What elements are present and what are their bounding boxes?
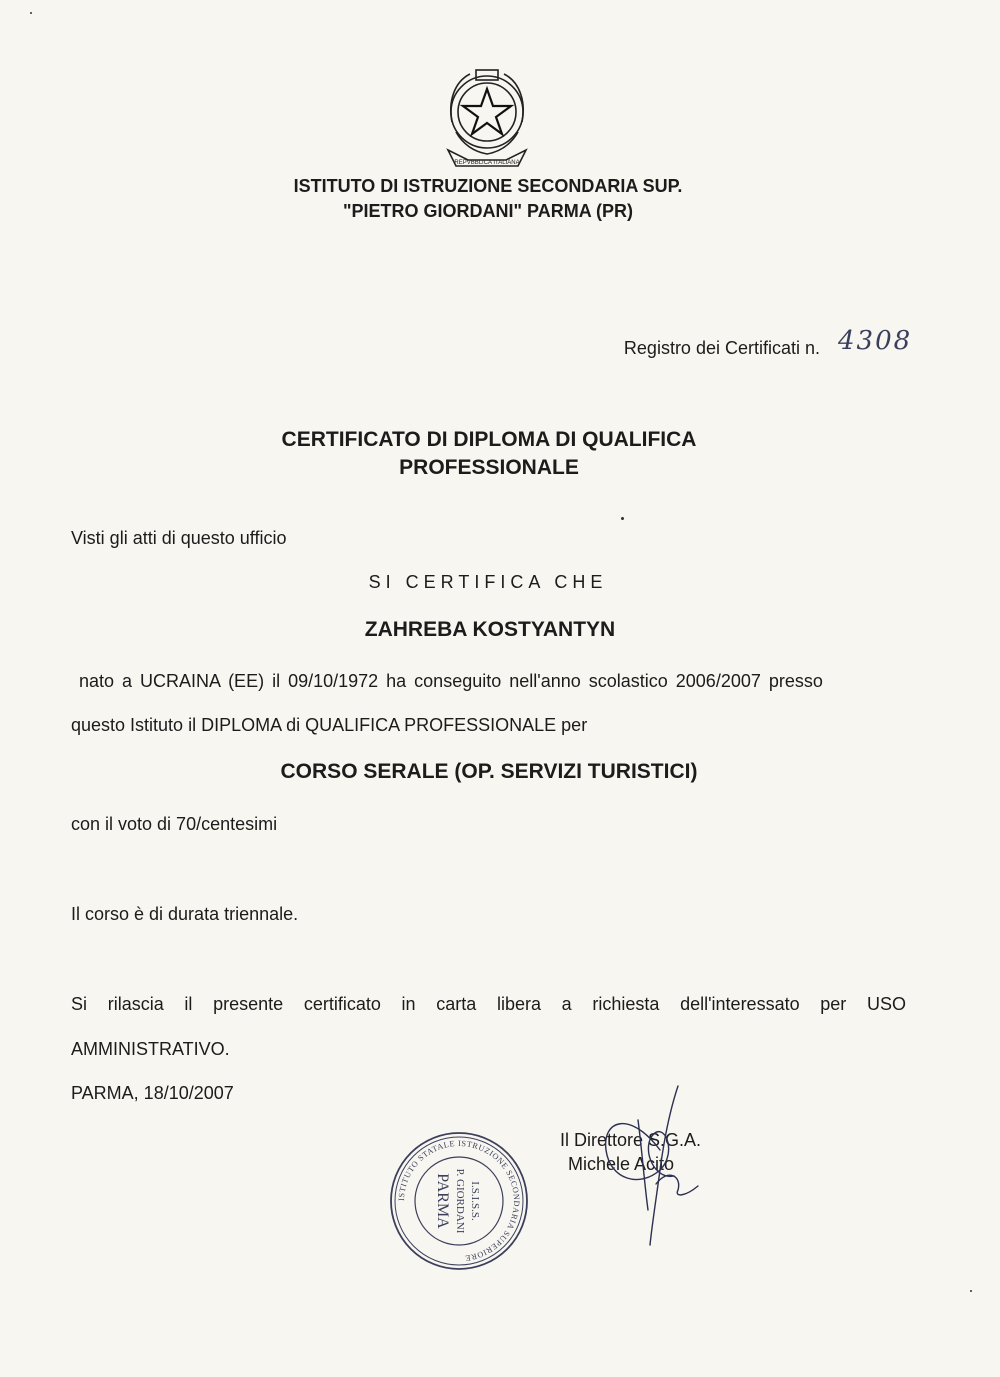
recipient-name: ZAHREBA KOSTYANTYN [364,618,616,641]
diploma-text: questo Istituto il DIPLOMA di QUALIFICA PROFESSIONALE per [71,715,588,735]
place-date: PARMA, 18/10/2007 [71,1083,234,1103]
emblem-ribbon-text: REPVBBLICA ITALIANA [454,160,520,166]
scan-artifact [970,1290,972,1292]
seal-center-line2: P. GIORDANI [454,1168,466,1234]
scan-artifact [30,12,32,14]
release-text: Si rilascia il presente certificato in carta libera a richiesta dell'interessato per USO [71,994,906,1014]
stray-mark [621,517,624,520]
signature-icon [590,1080,710,1250]
italian-republic-emblem-icon [438,62,536,172]
course-name: CORSO SERALE (OP. SERVIZI TURISTICI) [280,760,698,783]
registry-label: Registro dei Certificati n. [623,338,820,358]
release-purpose: AMMINISTRATIVO. [71,1039,230,1059]
school-seal-icon [388,1130,530,1272]
seal-center-line1: I.S.I.S.S. [469,1181,481,1221]
seal-center-line3: PARMA [434,1173,451,1229]
birth-info-text: nato a UCRAINA (EE) il 09/10/1972 ha conseguito nell'anno scolastico 2006/2007 presso [79,671,823,691]
certificate-title-line1: CERTIFICATO DI DIPLOMA DI QUALIFICA [281,428,697,451]
institute-name-line1: ISTITUTO DI ISTRUZIONE SECONDARIA SUP. [293,176,683,196]
grade-text: con il voto di 70/centesimi [71,814,278,834]
visti-text: Visti gli atti di questo ufficio [71,528,287,548]
seal-ring-text: ISTITUTO STATALE ISTRUZIONE SECONDARIA SUPERIORE [396,1138,522,1263]
certificate-title-line2: PROFESSIONALE [399,456,579,479]
signatory-role: Il Direttore S.G.A. [560,1130,702,1150]
institute-name-line2: "PIETRO GIORDANI" PARMA (PR) [342,201,634,221]
duration-text: Il corso è di durata triennale. [71,904,299,924]
si-certifica-text: SI CERTIFICA CHE [368,572,608,592]
signatory-name: Michele Acito [568,1154,675,1174]
registry-number: 4308 [838,326,913,356]
